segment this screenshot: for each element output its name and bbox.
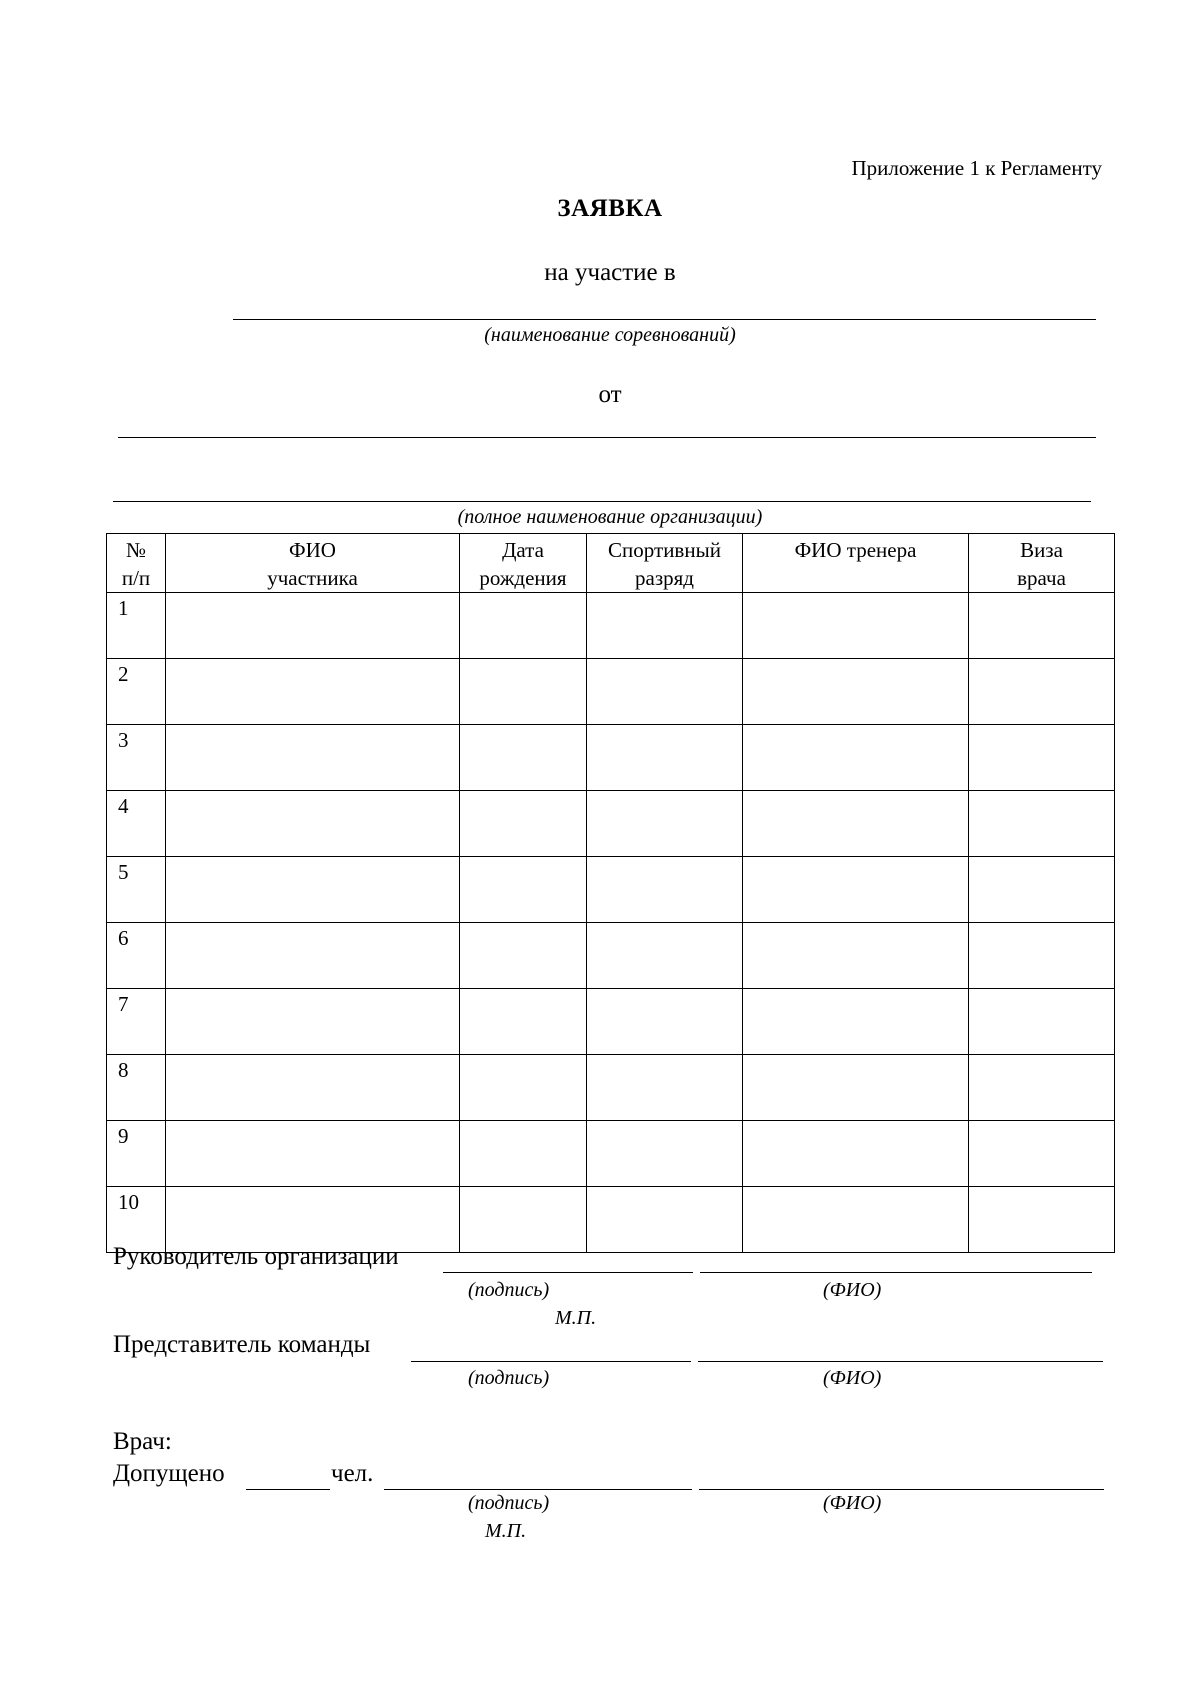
coach-name-cell[interactable]: [743, 1187, 969, 1253]
doctor-visa-cell[interactable]: [969, 923, 1115, 989]
sport-rank-cell[interactable]: [587, 1187, 743, 1253]
table-header-row: [107, 534, 1115, 593]
birth-date-cell[interactable]: [460, 725, 587, 791]
table-row: [107, 1055, 1115, 1121]
birth-date-cell[interactable]: [460, 923, 587, 989]
row-number-cell: 1: [107, 593, 166, 659]
head-of-organization-label: Руководитель организации: [113, 1243, 399, 1270]
birth-date-cell[interactable]: [460, 989, 587, 1055]
sport-rank-cell[interactable]: [587, 791, 743, 857]
table-row: [107, 923, 1115, 989]
sport-rank-cell[interactable]: [587, 857, 743, 923]
doctor-visa-cell[interactable]: [969, 1187, 1115, 1253]
col-sport-rank-header: Спортивный разряд: [587, 534, 743, 593]
coach-name-cell[interactable]: [743, 659, 969, 725]
birth-date-cell[interactable]: [460, 1187, 587, 1253]
representative-signature-caption: (подпись): [468, 1367, 550, 1389]
doctor-name-caption: (ФИО): [823, 1492, 882, 1514]
row-number-cell: 6: [107, 923, 166, 989]
table-row: [107, 659, 1115, 725]
doctor-visa-cell[interactable]: [969, 1055, 1115, 1121]
participant-name-cell[interactable]: [166, 1121, 460, 1187]
doctor-visa-cell[interactable]: [969, 1121, 1115, 1187]
participant-name-cell[interactable]: [166, 989, 460, 1055]
table-row: [107, 989, 1115, 1055]
competition-name-line[interactable]: [233, 319, 1096, 320]
coach-name-cell[interactable]: [743, 791, 969, 857]
col-number-header: № п/п: [107, 534, 166, 593]
team-representative-label: Представитель команды: [113, 1331, 371, 1358]
representative-name-caption: (ФИО): [823, 1367, 882, 1389]
col-birth-date-header: Дата рождения: [460, 534, 587, 593]
doctor-signature-caption: (подпись): [468, 1492, 550, 1514]
doctor-visa-cell[interactable]: [969, 659, 1115, 725]
from-label: от: [598, 381, 622, 408]
doctor-visa-cell[interactable]: [969, 593, 1115, 659]
sport-rank-cell[interactable]: [587, 1121, 743, 1187]
doctor-visa-cell[interactable]: [969, 791, 1115, 857]
competition-name-caption: (наименование соревнований): [484, 324, 736, 346]
admitted-label: Допущено: [113, 1460, 225, 1487]
organization-line-2[interactable]: [113, 501, 1091, 502]
head-name-line[interactable]: [700, 1272, 1092, 1273]
birth-date-cell[interactable]: [460, 1055, 587, 1121]
participant-name-cell[interactable]: [166, 593, 460, 659]
participant-name-cell[interactable]: [166, 857, 460, 923]
col-coach-name-header: ФИО тренера: [743, 534, 969, 593]
coach-name-cell[interactable]: [743, 923, 969, 989]
coach-name-cell[interactable]: [743, 725, 969, 791]
sport-rank-cell[interactable]: [587, 923, 743, 989]
coach-name-cell[interactable]: [743, 593, 969, 659]
representative-name-line[interactable]: [698, 1361, 1103, 1362]
head-signature-caption: (подпись): [468, 1279, 550, 1301]
organization-caption: (полное наименование организации): [457, 506, 763, 528]
sport-rank-cell[interactable]: [587, 593, 743, 659]
doctor-visa-cell[interactable]: [969, 989, 1115, 1055]
organization-line-1[interactable]: [118, 437, 1096, 438]
birth-date-cell[interactable]: [460, 857, 587, 923]
document-subtitle: на участие в: [544, 259, 676, 286]
participants-table: [106, 533, 1115, 1253]
row-number-cell: 10: [107, 1187, 166, 1253]
admitted-count-line[interactable]: [246, 1489, 330, 1490]
participant-name-cell[interactable]: [166, 1055, 460, 1121]
coach-name-cell[interactable]: [743, 857, 969, 923]
col-participant-name-header: ФИО участника: [166, 534, 460, 593]
doctor-signature-line[interactable]: [384, 1489, 692, 1490]
document-title: ЗАЯВКА: [557, 195, 663, 222]
participant-name-cell[interactable]: [166, 791, 460, 857]
row-number-cell: 8: [107, 1055, 166, 1121]
birth-date-cell[interactable]: [460, 593, 587, 659]
table-row: [107, 791, 1115, 857]
table-row: [107, 725, 1115, 791]
row-number-cell: 2: [107, 659, 166, 725]
doctor-visa-cell[interactable]: [969, 857, 1115, 923]
head-name-caption: (ФИО): [823, 1279, 882, 1301]
participant-name-cell[interactable]: [166, 659, 460, 725]
sport-rank-cell[interactable]: [587, 659, 743, 725]
row-number-cell: 4: [107, 791, 166, 857]
appendix-note: Приложение 1 к Регламенту: [851, 156, 1102, 180]
stamp-place-2: М.П.: [485, 1520, 527, 1542]
doctor-label: Врач:: [113, 1428, 172, 1455]
stamp-place-1: М.П.: [555, 1307, 597, 1329]
representative-signature-line[interactable]: [411, 1361, 691, 1362]
birth-date-cell[interactable]: [460, 659, 587, 725]
birth-date-cell[interactable]: [460, 1121, 587, 1187]
table-row: [107, 857, 1115, 923]
coach-name-cell[interactable]: [743, 989, 969, 1055]
persons-label: чел.: [331, 1460, 374, 1487]
sport-rank-cell[interactable]: [587, 725, 743, 791]
row-number-cell: 9: [107, 1121, 166, 1187]
coach-name-cell[interactable]: [743, 1055, 969, 1121]
birth-date-cell[interactable]: [460, 791, 587, 857]
sport-rank-cell[interactable]: [587, 989, 743, 1055]
head-signature-line[interactable]: [443, 1272, 693, 1273]
doctor-name-line[interactable]: [699, 1489, 1104, 1490]
col-doctor-visa-header: Виза врача: [969, 534, 1115, 593]
participant-name-cell[interactable]: [166, 923, 460, 989]
sport-rank-cell[interactable]: [587, 1055, 743, 1121]
table-row: [107, 593, 1115, 659]
row-number-cell: 3: [107, 725, 166, 791]
row-number-cell: 7: [107, 989, 166, 1055]
doctor-visa-cell[interactable]: [969, 725, 1115, 791]
row-number-cell: 5: [107, 857, 166, 923]
participant-name-cell[interactable]: [166, 725, 460, 791]
table-row: [107, 1121, 1115, 1187]
coach-name-cell[interactable]: [743, 1121, 969, 1187]
